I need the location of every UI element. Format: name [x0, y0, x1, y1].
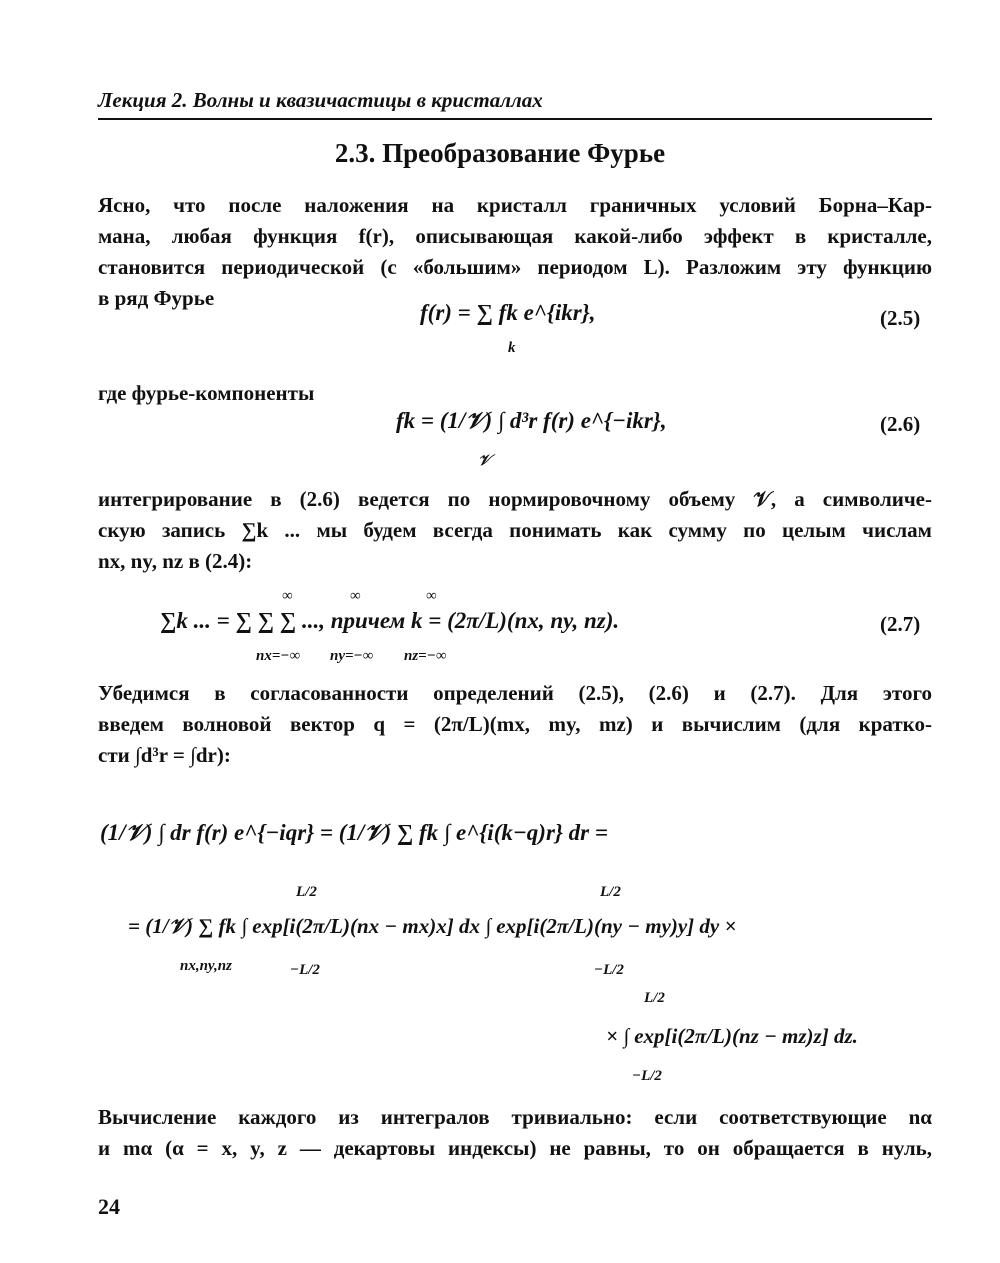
derivation-line-3: × ∫ exp[i(2π/L)(nz − mz)z] dz. — [606, 1024, 858, 1048]
integral-upper-limit: L/2 — [296, 884, 317, 900]
equation-2-5: f(r) = ∑ fk e^{ikr}, — [420, 300, 596, 325]
text-line: в ряд Фурье — [98, 286, 215, 310]
integral-upper-limit: L/2 — [600, 884, 621, 900]
text-line: сти ∫d³r = ∫dr): — [98, 743, 231, 767]
page-number: 24 — [98, 1194, 120, 1219]
text-line: Вычисление каждого из интегралов тривиально: если соответствующие nα — [98, 1105, 932, 1129]
integral-subscript: 𝒱 — [478, 453, 491, 469]
sum-upper-limit: ∞ — [282, 588, 293, 604]
integral-lower-limit: −L/2 — [290, 962, 320, 978]
sum-subscript: k — [508, 340, 516, 356]
text-line: и mα (α = x, y, z — декартовы индексы) не равны, то он обращается в нуль, — [98, 1136, 932, 1160]
integral-lower-limit: −L/2 — [632, 1068, 662, 1084]
derivation-line-2: = (1/𝒱) ∑ fk ∫ exp[i(2π/L)(nx − mx)x] dx ∫ exp[i(2π/L)(ny − my)y] dy × — [128, 914, 737, 938]
running-head: Лекция 2. Волны и квазичастицы в кристаллах — [98, 88, 543, 112]
sum-subscript: nx,ny,nz — [180, 958, 232, 974]
sum-lower-limit: ny=−∞ — [330, 648, 374, 664]
text-line: скую запись ∑k ... мы будем всегда понимать как сумму по целым числам — [98, 518, 932, 542]
equation-number: (2.7) — [880, 612, 921, 636]
integral-upper-limit: L/2 — [644, 990, 665, 1006]
sum-upper-limit: ∞ — [350, 588, 361, 604]
text-line: становится периодической (с «большим» периодом L). Разложим эту функцию — [98, 255, 932, 279]
equation-2-6: fk = (1/𝒱) ∫ d³r f(r) e^{−ikr}, — [396, 408, 667, 433]
sum-lower-limit: nx=−∞ — [256, 648, 301, 664]
sum-lower-limit: nz=−∞ — [404, 648, 447, 664]
equation-number: (2.6) — [880, 412, 921, 436]
paragraph-3 — [98, 484, 932, 577]
text-line: мана, любая функция f(r), описывающая какой-либо эффект в кристалле, — [98, 224, 932, 248]
section-title: 2.3. Преобразование Фурье — [334, 138, 666, 168]
text-line: nx, ny, nz в (2.4): — [98, 549, 253, 573]
paragraph-1 — [98, 190, 932, 314]
derivation-line-1: (1/𝒱) ∫ dr f(r) e^{−iqr} = (1/𝒱) ∑ fk ∫ e^{i(k−q)r} dr = — [100, 820, 608, 845]
text-line: введем волновой вектор q = (2π/L)(mx, my, mz) и вычислим (для кратко- — [98, 712, 932, 736]
text-line: где фурье-компоненты — [98, 381, 315, 405]
integral-lower-limit: −L/2 — [594, 962, 624, 978]
paragraph-2 — [98, 378, 932, 409]
paragraph-5 — [98, 1102, 932, 1164]
equation-2-7: ∑k ... = ∑ ∑ ∑ ..., причем k = (2π/L)(nx, ny, nz). — [160, 608, 620, 633]
equation-number: (2.5) — [880, 306, 921, 330]
paragraph-4 — [98, 678, 932, 771]
header-rule — [98, 118, 932, 120]
text-line: Убедимся в согласованности определений (2.5), (2.6) и (2.7). Для этого — [98, 681, 932, 705]
text-line: Ясно, что после наложения на кристалл граничных условий Борна–Кар- — [98, 193, 932, 217]
sum-upper-limit: ∞ — [426, 588, 437, 604]
text-line: интегрирование в (2.6) ведется по нормировочному объему 𝒱, а символиче- — [98, 487, 932, 511]
